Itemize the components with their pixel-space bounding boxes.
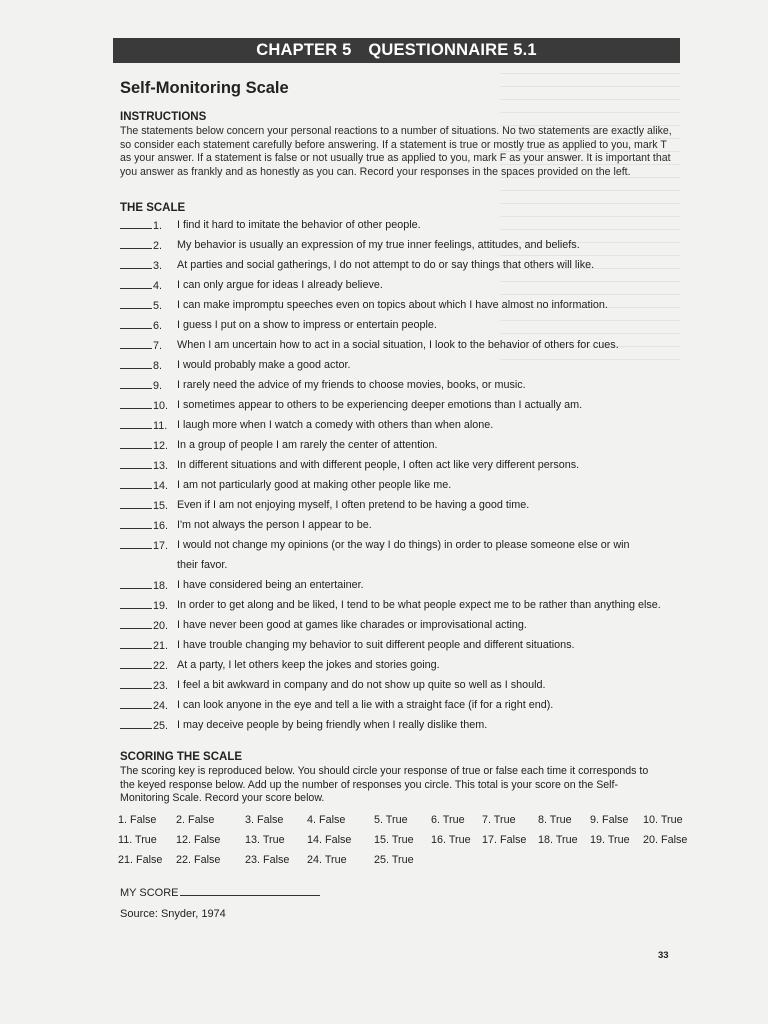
scoring-key-entry[interactable]: 14. False — [307, 834, 352, 846]
response-blank[interactable] — [120, 335, 152, 349]
instructions-text: The statements below concern your personal reactions to a number of situations. No two statements are exactly alike, so consider each statement carefully before answering. If a statement is true or mostly true as applied to you, mark T as your answer. If a statement is false or not usually true as applied to you, mark F as your answer. It is important that you answer as frankly and as honestly as you can. Record your responses in the spaces provided on the left. — [120, 125, 672, 179]
scale-item — [120, 535, 680, 555]
item-statement: I have considered being an entertainer. — [177, 579, 364, 591]
item-number: 21. — [153, 640, 169, 652]
scale-item — [120, 695, 680, 715]
scale-item — [120, 615, 680, 635]
questionnaire-label: QUESTIONNAIRE 5.1 — [368, 41, 537, 59]
response-blank[interactable] — [120, 635, 152, 649]
item-number: 18. — [153, 580, 169, 592]
scoring-key-entry[interactable]: 10. True — [643, 814, 683, 826]
response-blank[interactable] — [120, 255, 152, 269]
response-blank[interactable] — [120, 695, 152, 709]
scale-item — [120, 415, 680, 435]
item-statement: When I am uncertain how to act in a social situation, I look to the behavior of others for cues. — [177, 339, 619, 351]
scoring-key-entry[interactable]: 12. False — [176, 834, 221, 846]
item-number: 3. — [153, 260, 163, 272]
chapter-label: CHAPTER 5 — [256, 41, 352, 59]
scoring-key-entry[interactable]: 1. False — [118, 814, 157, 826]
item-statement: I find it hard to imitate the behavior of other people. — [177, 219, 421, 231]
item-statement: My behavior is usually an expression of my true inner feelings, attitudes, and beliefs. — [177, 239, 580, 251]
scale-item — [120, 515, 680, 535]
response-blank[interactable] — [120, 455, 152, 469]
scoring-key-entry[interactable]: 24. True — [307, 854, 347, 866]
item-number: 9. — [153, 380, 163, 392]
my-score-label: MY SCORE — [120, 887, 179, 899]
item-statement: I'm not always the person I appear to be. — [177, 519, 372, 531]
scoring-key-entry[interactable]: 15. True — [374, 834, 414, 846]
page-title: Self-Monitoring Scale — [120, 79, 289, 97]
scale-item — [120, 475, 680, 495]
item-statement: I feel a bit awkward in company and do not show up quite so well as I should. — [177, 679, 546, 691]
scoring-heading: SCORING THE SCALE — [120, 751, 243, 763]
response-blank[interactable] — [120, 235, 152, 249]
item-number: 15. — [153, 500, 169, 512]
instructions-heading: INSTRUCTIONS — [120, 111, 207, 123]
scoring-key-entry[interactable]: 18. True — [538, 834, 578, 846]
item-statement: I have never been good at games like charades or improvisational acting. — [177, 619, 527, 631]
scale-item — [120, 675, 680, 695]
response-blank[interactable] — [120, 395, 152, 409]
item-statement: I may deceive people by being friendly when I really dislike them. — [177, 719, 488, 731]
scoring-key-entry[interactable]: 19. True — [590, 834, 630, 846]
item-number: 16. — [153, 520, 169, 532]
scale-item — [120, 315, 680, 335]
item-number: 23. — [153, 680, 169, 692]
scoring-key-entry[interactable]: 5. True — [374, 814, 408, 826]
scale-item — [120, 355, 680, 375]
scoring-key-entry[interactable]: 2. False — [176, 814, 215, 826]
scale-item — [120, 455, 680, 475]
scoring-key-entry[interactable]: 8. True — [538, 814, 572, 826]
item-number: 19. — [153, 600, 169, 612]
item-number: 1. — [153, 220, 163, 232]
item-statement: In a group of people I am rarely the center of attention. — [177, 439, 438, 451]
item-number: 10. — [153, 400, 169, 412]
scale-item — [120, 595, 680, 615]
item-statement: I can look anyone in the eye and tell a lie with a straight face (if for a right end). — [177, 699, 554, 711]
scale-item — [120, 215, 680, 235]
item-statement: Even if I am not enjoying myself, I often pretend to be having a good time. — [177, 499, 530, 511]
item-statement: I can only argue for ideas I already believe. — [177, 279, 383, 291]
item-statement: I am not particularly good at making other people like me. — [177, 479, 452, 491]
scale-item — [120, 275, 680, 295]
scoring-key-entry[interactable]: 3. False — [245, 814, 284, 826]
scale-item — [120, 255, 680, 275]
chapter-header-bar — [113, 38, 680, 63]
response-blank[interactable] — [120, 435, 152, 449]
item-statement: I laugh more when I watch a comedy with others than when alone. — [177, 419, 494, 431]
scoring-key-entry[interactable]: 17. False — [482, 834, 527, 846]
response-blank[interactable] — [120, 495, 152, 509]
scoring-key-entry[interactable]: 6. True — [431, 814, 465, 826]
scale-heading: THE SCALE — [120, 202, 186, 214]
item-number: 7. — [153, 340, 163, 352]
response-blank[interactable] — [120, 595, 152, 609]
item-number: 20. — [153, 620, 169, 632]
scoring-key-entry[interactable]: 13. True — [245, 834, 285, 846]
source-citation: Source: Snyder, 1974 — [120, 908, 226, 920]
item-statement: I can make impromptu speeches even on topics about which I have almost no information. — [177, 299, 608, 311]
response-blank[interactable] — [120, 475, 152, 489]
response-blank[interactable] — [120, 715, 152, 729]
response-blank[interactable] — [120, 415, 152, 429]
item-statement: In different situations and with different people, I often act like very different persons. — [177, 459, 580, 471]
scale-item — [120, 395, 680, 415]
response-blank[interactable] — [120, 615, 152, 629]
scale-item — [120, 235, 680, 255]
item-number: 22. — [153, 660, 169, 672]
my-score — [120, 884, 320, 899]
response-blank[interactable] — [120, 515, 152, 529]
item-number: 17. — [153, 540, 169, 552]
scoring-key-entry[interactable]: 7. True — [482, 814, 516, 826]
page-number: 33 — [658, 950, 669, 961]
scale-item — [120, 435, 680, 455]
item-number: 13. — [153, 460, 169, 472]
item-number: 11. — [153, 420, 168, 432]
scoring-key-entry[interactable]: 9. False — [590, 814, 629, 826]
response-blank[interactable] — [120, 215, 152, 229]
item-statement: I would not change my opinions (or the way I do things) in order to please someone else or win — [177, 539, 630, 551]
scale-item — [120, 575, 680, 595]
response-blank[interactable] — [120, 295, 152, 309]
scale-item — [120, 375, 680, 395]
scale-item — [120, 495, 680, 515]
item-statement: I guess I put on a show to impress or entertain people. — [177, 319, 437, 331]
response-blank[interactable] — [120, 575, 152, 589]
item-statement: I would probably make a good actor. — [177, 359, 351, 371]
item-number: 14. — [153, 480, 169, 492]
item-statement: At parties and social gatherings, I do not attempt to do or say things that others will like. — [177, 259, 595, 271]
scale-item — [120, 655, 680, 675]
item-number: 25. — [153, 720, 169, 732]
response-blank[interactable] — [120, 535, 152, 549]
scale-item — [120, 635, 680, 655]
item-statement: I sometimes appear to others to be experiencing deeper emotions than I actually am. — [177, 399, 583, 411]
scoring-key-entry[interactable]: 22. False — [176, 854, 221, 866]
item-statement: In order to get along and be liked, I tend to be what people expect me to be rather than anything else. — [177, 599, 661, 611]
scoring-key-entry[interactable]: 23. False — [245, 854, 290, 866]
item-number: 24. — [153, 700, 169, 712]
scoring-text: The scoring key is reproduced below. You should circle your response of true or false each time it corresponds to the keyed response below. Add up the number of responses you circle. This total is your score on the Self-Monitoring Scale. Record your score below. — [120, 765, 649, 805]
item-number: 5. — [153, 300, 163, 312]
item-number: 4. — [153, 280, 163, 292]
scale-item — [120, 335, 680, 355]
item-statement-continued: their favor. — [177, 559, 228, 571]
response-blank[interactable] — [120, 275, 152, 289]
scale-item — [120, 715, 680, 735]
scoring-key-entry[interactable]: 11. True — [118, 834, 157, 846]
response-blank[interactable] — [120, 375, 152, 389]
item-statement: I have trouble changing my behavior to suit different people and different situations. — [177, 639, 575, 651]
item-statement: At a party, I let others keep the jokes and stories going. — [177, 659, 440, 671]
scale-item — [120, 295, 680, 315]
scoring-key-entry[interactable]: 16. True — [431, 834, 471, 846]
scoring-key-entry[interactable]: 20. False — [643, 834, 688, 846]
item-number: 2. — [153, 240, 163, 252]
scoring-key-entry[interactable]: 4. False — [307, 814, 346, 826]
response-blank[interactable] — [120, 315, 152, 329]
response-blank[interactable] — [120, 355, 152, 369]
response-blank[interactable] — [120, 675, 152, 689]
item-number: 12. — [153, 440, 169, 452]
item-number: 8. — [153, 360, 163, 372]
scoring-key-entry[interactable]: 25. True — [374, 854, 414, 866]
scoring-key-entry[interactable]: 21. False — [118, 854, 163, 866]
item-statement: I rarely need the advice of my friends to choose movies, books, or music. — [177, 379, 526, 391]
my-score-blank[interactable] — [180, 884, 320, 896]
item-number: 6. — [153, 320, 163, 332]
response-blank[interactable] — [120, 655, 152, 669]
